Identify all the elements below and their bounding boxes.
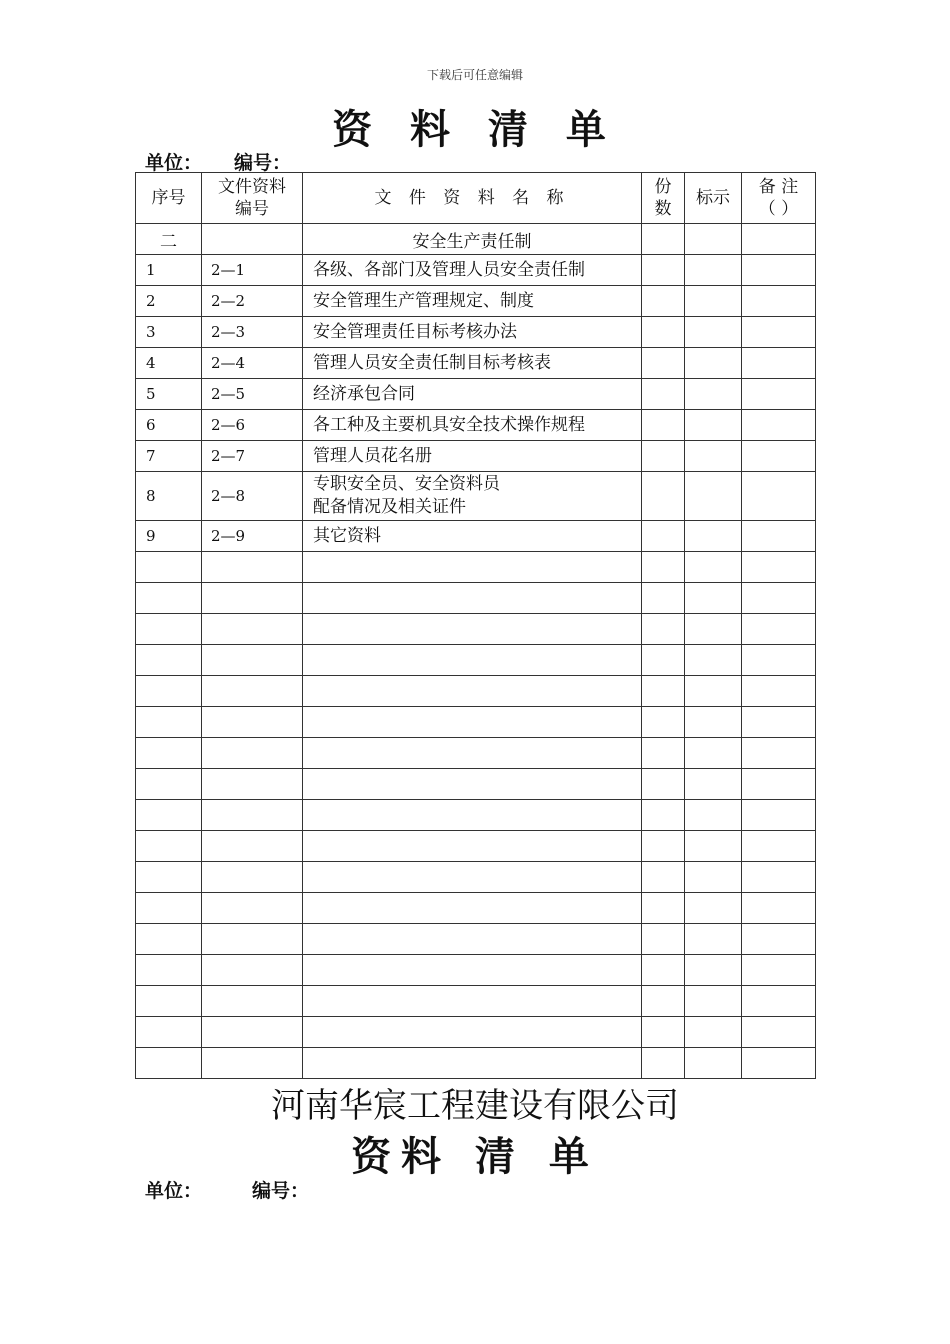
table-header-row <box>136 173 816 224</box>
blank-cell <box>685 893 742 924</box>
blank-cell <box>685 986 742 1017</box>
row-remark <box>742 379 816 410</box>
row-remark <box>742 521 816 552</box>
row-name <box>303 379 642 410</box>
blank-row <box>136 614 816 645</box>
blank-row <box>136 800 816 831</box>
row-code: 2—8 <box>202 472 303 521</box>
row-code: 2—7 <box>202 441 303 472</box>
blank-cell <box>202 924 303 955</box>
header-note: 下载后可任意编辑 <box>426 68 523 82</box>
row-name <box>303 410 642 441</box>
blank-cell <box>685 1048 742 1079</box>
blank-cell <box>303 707 642 738</box>
blank-cell <box>136 924 202 955</box>
blank-cell <box>685 707 742 738</box>
blank-row <box>136 676 816 707</box>
blank-cell <box>685 738 742 769</box>
blank-cell <box>136 831 202 862</box>
table-row <box>136 441 816 472</box>
row-seq: 8 <box>136 472 202 521</box>
row-mark <box>685 472 742 521</box>
blank-row <box>136 1017 816 1048</box>
row-remark <box>742 317 816 348</box>
header-code: 文件资料编号 <box>202 173 303 224</box>
blank-cell <box>685 924 742 955</box>
blank-cell <box>742 986 816 1017</box>
blank-cell <box>303 893 642 924</box>
blank-row <box>136 583 816 614</box>
row-code: 2—5 <box>202 379 303 410</box>
blank-cell <box>642 583 685 614</box>
row-remark <box>742 286 816 317</box>
section-seq: 二 <box>136 224 202 255</box>
blank-cell <box>742 676 816 707</box>
blank-row <box>136 769 816 800</box>
blank-cell <box>642 831 685 862</box>
blank-cell <box>136 738 202 769</box>
blank-row <box>136 893 816 924</box>
blank-cell <box>136 986 202 1017</box>
blank-cell <box>202 707 303 738</box>
unit-line <box>145 148 291 175</box>
section-row <box>136 224 816 255</box>
row-code: 2—9 <box>202 521 303 552</box>
blank-cell <box>685 862 742 893</box>
blank-cell <box>136 893 202 924</box>
row-name-text: 管理人员花名册 <box>313 445 432 466</box>
table-row <box>136 255 816 286</box>
blank-cell <box>202 862 303 893</box>
row-name <box>303 255 642 286</box>
blank-cell <box>303 1017 642 1048</box>
blank-cell <box>685 831 742 862</box>
table-row <box>136 348 816 379</box>
blank-cell <box>642 955 685 986</box>
table-row <box>136 286 816 317</box>
row-name <box>303 286 642 317</box>
row-remark <box>742 348 816 379</box>
table-row <box>136 472 816 521</box>
header-remark: 备 注（ ） <box>742 173 816 224</box>
row-remark <box>742 410 816 441</box>
blank-cell <box>742 614 816 645</box>
blank-row <box>136 552 816 583</box>
blank-cell <box>642 552 685 583</box>
row-copies <box>642 286 685 317</box>
blank-cell <box>742 893 816 924</box>
row-name <box>303 441 642 472</box>
row-name-text: 其它资料 <box>313 525 381 546</box>
blank-cell <box>202 645 303 676</box>
unit-label: 单位： <box>145 1180 203 1202</box>
row-name-text: 各级、各部门及管理人员安全责任制 <box>313 259 585 280</box>
blank-cell <box>136 614 202 645</box>
blank-cell <box>742 862 816 893</box>
row-seq: 1 <box>136 255 202 286</box>
row-seq: 5 <box>136 379 202 410</box>
blank-cell <box>742 552 816 583</box>
blank-row <box>136 986 816 1017</box>
blank-cell <box>742 955 816 986</box>
blank-cell <box>742 707 816 738</box>
blank-row <box>136 924 816 955</box>
blank-cell <box>685 800 742 831</box>
row-name-text: 管理人员安全责任制目标考核表 <box>313 352 551 373</box>
company-name: 河南华宸工程建设有限公司 <box>271 1086 679 1126</box>
blank-cell <box>642 862 685 893</box>
blank-cell <box>136 862 202 893</box>
table-row <box>136 410 816 441</box>
document-list-table <box>135 172 816 1079</box>
second-unit-line <box>145 1176 309 1203</box>
row-mark <box>685 441 742 472</box>
blank-cell <box>642 924 685 955</box>
section-name: 安全生产责任制 <box>303 224 642 255</box>
blank-cell <box>303 1048 642 1079</box>
blank-cell <box>202 955 303 986</box>
blank-cell <box>303 831 642 862</box>
blank-cell <box>685 552 742 583</box>
blank-cell <box>303 552 642 583</box>
blank-row <box>136 738 816 769</box>
blank-cell <box>642 986 685 1017</box>
blank-cell <box>202 583 303 614</box>
row-name-text-line2: 配备情况及相关证件 <box>313 497 466 517</box>
blank-row <box>136 707 816 738</box>
blank-cell <box>136 769 202 800</box>
row-code: 2—6 <box>202 410 303 441</box>
row-name-text: 经济承包合同 <box>313 383 415 404</box>
blank-cell <box>742 924 816 955</box>
blank-row <box>136 1048 816 1079</box>
blank-cell <box>202 769 303 800</box>
blank-cell <box>136 1048 202 1079</box>
blank-cell <box>742 800 816 831</box>
blank-cell <box>685 955 742 986</box>
blank-cell <box>303 676 642 707</box>
blank-cell <box>642 614 685 645</box>
blank-cell <box>136 707 202 738</box>
blank-cell <box>685 614 742 645</box>
header-mark: 标示 <box>685 173 742 224</box>
blank-cell <box>202 676 303 707</box>
blank-cell <box>202 1017 303 1048</box>
blank-cell <box>202 831 303 862</box>
blank-cell <box>742 769 816 800</box>
blank-cell <box>303 583 642 614</box>
header-copies: 份数 <box>642 173 685 224</box>
row-mark <box>685 379 742 410</box>
row-mark <box>685 410 742 441</box>
blank-row <box>136 831 816 862</box>
blank-cell <box>642 1048 685 1079</box>
row-seq: 4 <box>136 348 202 379</box>
blank-cell <box>303 614 642 645</box>
number-label: 编号： <box>234 152 292 174</box>
row-mark <box>685 348 742 379</box>
row-name-text: 各工种及主要机具安全技术操作规程 <box>313 414 585 435</box>
blank-cell <box>303 800 642 831</box>
blank-row <box>136 645 816 676</box>
blank-cell <box>642 769 685 800</box>
blank-cell <box>136 800 202 831</box>
row-copies <box>642 410 685 441</box>
row-remark <box>742 255 816 286</box>
row-seq: 2 <box>136 286 202 317</box>
row-code: 2—4 <box>202 348 303 379</box>
blank-cell <box>303 986 642 1017</box>
row-seq: 6 <box>136 410 202 441</box>
blank-cell <box>136 552 202 583</box>
blank-cell <box>136 1017 202 1048</box>
table-row <box>136 379 816 410</box>
row-remark <box>742 441 816 472</box>
page-title: 资 料 清 单 <box>332 107 618 153</box>
blank-cell <box>303 645 642 676</box>
row-copies <box>642 472 685 521</box>
row-name <box>303 472 642 521</box>
row-code: 2—1 <box>202 255 303 286</box>
row-name <box>303 348 642 379</box>
table-row <box>136 521 816 552</box>
blank-cell <box>742 645 816 676</box>
blank-cell <box>642 707 685 738</box>
row-name <box>303 521 642 552</box>
blank-cell <box>202 893 303 924</box>
blank-cell <box>136 676 202 707</box>
blank-cell <box>685 583 742 614</box>
blank-cell <box>202 1048 303 1079</box>
row-remark <box>742 472 816 521</box>
blank-cell <box>642 800 685 831</box>
row-mark <box>685 255 742 286</box>
row-copies <box>642 521 685 552</box>
row-mark <box>685 286 742 317</box>
row-code: 2—2 <box>202 286 303 317</box>
header-name: 文 件 资 料 名 称 <box>303 173 642 224</box>
blank-cell <box>202 552 303 583</box>
blank-cell <box>202 738 303 769</box>
unit-label: 单位： <box>145 152 203 174</box>
blank-cell <box>742 738 816 769</box>
number-label: 编号： <box>252 1180 310 1202</box>
blank-cell <box>136 955 202 986</box>
row-mark <box>685 521 742 552</box>
blank-cell <box>742 1048 816 1079</box>
header-seq: 序号 <box>136 173 202 224</box>
row-copies <box>642 255 685 286</box>
blank-cell <box>136 645 202 676</box>
blank-cell <box>685 645 742 676</box>
row-name <box>303 317 642 348</box>
row-copies <box>642 317 685 348</box>
blank-cell <box>303 769 642 800</box>
blank-cell <box>742 583 816 614</box>
blank-cell <box>642 676 685 707</box>
blank-cell <box>685 676 742 707</box>
blank-cell <box>202 800 303 831</box>
blank-cell <box>642 893 685 924</box>
blank-cell <box>136 583 202 614</box>
blank-cell <box>685 1017 742 1048</box>
blank-cell <box>742 831 816 862</box>
blank-cell <box>303 924 642 955</box>
row-code: 2—3 <box>202 317 303 348</box>
blank-cell <box>685 769 742 800</box>
row-name-text: 安全管理责任目标考核办法 <box>313 321 517 342</box>
blank-cell <box>742 1017 816 1048</box>
row-seq: 9 <box>136 521 202 552</box>
row-mark <box>685 317 742 348</box>
row-copies <box>642 441 685 472</box>
blank-cell <box>642 1017 685 1048</box>
blank-cell <box>303 955 642 986</box>
blank-cell <box>303 862 642 893</box>
row-name-text: 专职安全员、安全资料员 <box>313 474 500 494</box>
blank-cell <box>303 738 642 769</box>
blank-cell <box>202 986 303 1017</box>
table-row <box>136 317 816 348</box>
blank-row <box>136 862 816 893</box>
row-seq: 3 <box>136 317 202 348</box>
second-page-title: 资料 清 单 <box>351 1134 599 1180</box>
blank-cell <box>642 738 685 769</box>
blank-cell <box>642 645 685 676</box>
row-copies <box>642 379 685 410</box>
row-copies <box>642 348 685 379</box>
blank-row <box>136 955 816 986</box>
row-seq: 7 <box>136 441 202 472</box>
blank-cell <box>202 614 303 645</box>
row-name-text: 安全管理生产管理规定、制度 <box>313 290 534 311</box>
